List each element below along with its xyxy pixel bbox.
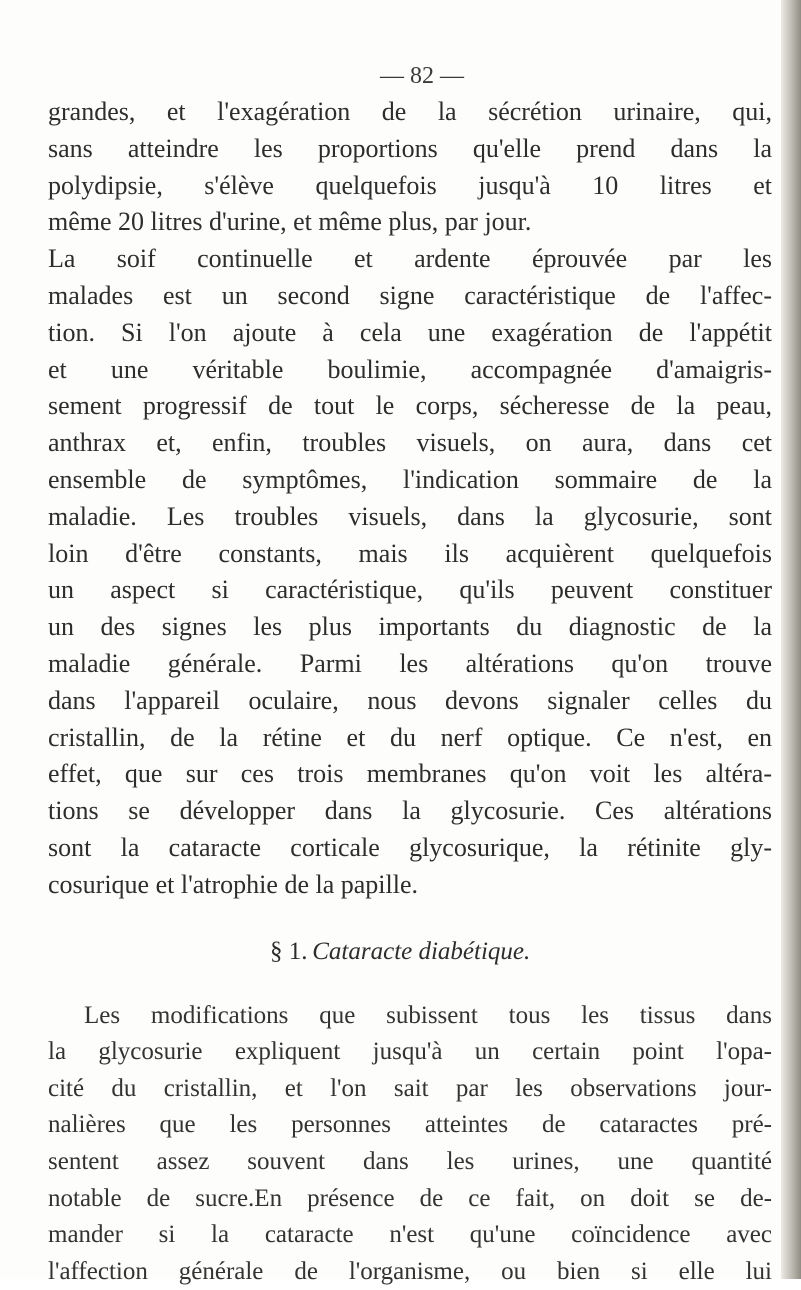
- text-line: sans atteindre les proportions qu'elle prend dans la: [48, 133, 772, 163]
- text-line: même 20 litres d'urine, et même plus, par jour.: [48, 207, 532, 237]
- text-line: nalières que les personnes atteintes de cataractes pré-: [48, 1111, 772, 1139]
- text-line: polydipsie, s'élève quelquefois jusqu'à 10 litres et: [48, 170, 772, 200]
- text-line: mander si la cataracte n'est qu'une coïncidence avec: [48, 1221, 772, 1249]
- text-line: Les modifications que subissent tous les tissus dans: [84, 1001, 772, 1029]
- text-line: La soif continuelle et ardente éprouvée par les: [48, 244, 772, 274]
- section-title: Cataracte diabétique.: [312, 937, 531, 965]
- text-line: sement progressif de tout le corps, sécheresse de la peau,: [48, 391, 772, 421]
- text-line: tion. Si l'on ajoute à cela une exagération de l'appétit: [48, 317, 772, 347]
- section-mark: § 1.: [270, 937, 308, 965]
- section-heading: [48, 934, 772, 970]
- text-line: un aspect si caractéristique, qu'ils peuvent constituer: [48, 575, 772, 605]
- text-line: anthrax et, enfin, troubles visuels, on aura, dans cet: [48, 428, 772, 458]
- text-line: sentent assez souvent dans les urines, une quantité: [48, 1147, 772, 1175]
- text-line: ensemble de symptômes, l'indication sommaire de la: [48, 464, 772, 494]
- page-number: — 82 —: [380, 63, 464, 89]
- text-line: cité du cristallin, et l'on sait par les observations jour-: [48, 1074, 772, 1102]
- text-line: effet, que sur ces trois membranes qu'on voit les altéra-: [48, 759, 772, 789]
- text-line: cristallin, de la rétine et du nerf optique. Ce n'est, en: [48, 722, 772, 752]
- text-line: un des signes les plus importants du diagnostic de la: [48, 612, 772, 642]
- text-line: l'affection générale de l'organisme, ou bien si elle lui: [48, 1257, 772, 1285]
- text-line: notable de sucre.En présence de ce fait, on doit se de-: [48, 1184, 772, 1212]
- text-line: malades est un second signe caractéristique de l'affec-: [48, 280, 772, 310]
- text-line: et une véritable boulimie, accompagnée d'amaigris-: [48, 354, 772, 384]
- text-line: loin d'être constants, mais ils acquièrent quelquefois: [48, 538, 772, 568]
- page-edge-shadow: [781, 0, 801, 1279]
- page-text: [48, 58, 772, 1290]
- text-line: grandes, et l'exagération de la sécrétion urinaire, qui,: [48, 97, 772, 126]
- text-line: maladie générale. Parmi les altérations qu'on trouve: [48, 648, 772, 678]
- text-line: sont la cataracte corticale glycosurique, la rétinite gly-: [48, 832, 772, 862]
- text-line: tions se développer dans la glycosurie. Ces altérations: [48, 796, 772, 826]
- text-line: dans l'appareil oculaire, nous devons signaler celles du: [48, 685, 772, 715]
- text-line: la glycosurie expliquent jusqu'à un certain point l'opa-: [48, 1038, 772, 1066]
- text-line: cosurique et l'atrophie de la papille.: [48, 869, 418, 899]
- text-line: maladie. Les troubles visuels, dans la glycosurie, sont: [48, 501, 772, 531]
